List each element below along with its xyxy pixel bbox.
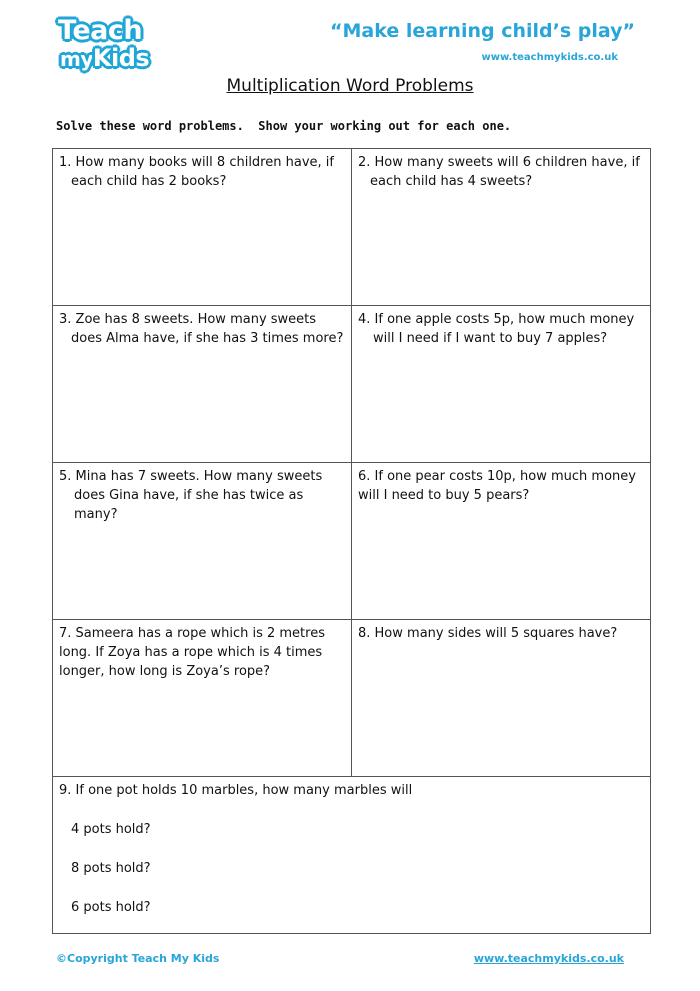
instructions: Solve these word problems. Show your working out for each one.: [56, 119, 512, 133]
problem-2-line-1: 2. How many sweets will 6 children have, if: [358, 155, 640, 170]
problem-3-line-1: 3. Zoe has 8 sweets. How many sweets: [59, 312, 317, 327]
header-website: www.teachmykids.co.uk: [481, 52, 618, 63]
problem-9-part-2: 8 pots hold?: [71, 861, 151, 876]
problem-5-line-1: 5. Mina has 7 sweets. How many sweets: [59, 469, 323, 484]
logo-my-text: my: [60, 47, 93, 71]
problem-2-line-2: each child has 4 sweets?: [370, 174, 533, 189]
problem-7-line-1: 7. Sameera has a rope which is 2 metres: [59, 626, 325, 641]
problem-1-line-1: 1. How many books will 8 children have, if: [59, 155, 334, 170]
problem-1-line-2: each child has 2 books?: [71, 174, 227, 189]
problem-3-line-2: does Alma have, if she has 3 times more?: [71, 331, 344, 346]
logo-kids-text: Kids: [92, 44, 150, 72]
problem-7-line-3: longer, how long is Zoya’s rope?: [59, 664, 271, 679]
logo-teach-text: Teach: [58, 15, 143, 46]
footer-website-link[interactable]: www.teachmykids.co.uk: [473, 952, 624, 965]
problem-cell-7[interactable]: [53, 620, 351, 776]
problem-cell-6[interactable]: [352, 463, 650, 619]
problem-4-line-2: will I need if I want to buy 7 apples?: [373, 331, 608, 346]
page-title: Multiplication Word Problems: [226, 76, 474, 96]
teach-my-kids-logo: [54, 16, 158, 80]
problem-cell-4[interactable]: [352, 306, 650, 462]
problem-cell-5[interactable]: [53, 463, 351, 619]
problem-8-line-1: 8. How many sides will 5 squares have?: [358, 626, 618, 641]
problem-6-line-1: 6. If one pear costs 10p, how much money: [358, 469, 636, 484]
problem-5-line-3: many?: [74, 507, 118, 522]
problem-9-question: 9. If one pot holds 10 marbles, how many marbles will: [59, 783, 413, 798]
problem-cell-8[interactable]: [352, 620, 650, 776]
problem-6-line-2: will I need to buy 5 pears?: [358, 488, 530, 503]
problem-5-line-2: does Gina have, if she has twice as: [74, 488, 304, 503]
logo-mykids-text: [60, 44, 149, 73]
problem-grid: [52, 148, 651, 934]
problem-9-part-1: 4 pots hold?: [71, 822, 151, 837]
footer-copyright: ©Copyright Teach My Kids: [56, 952, 220, 965]
problem-cell-3[interactable]: [53, 306, 351, 462]
problem-cell-9[interactable]: [53, 777, 650, 933]
problem-4-line-1: 4. If one apple costs 5p, how much money: [358, 312, 635, 327]
problem-cell-1[interactable]: [53, 149, 351, 305]
problem-7-line-2: long. If Zoya has a rope which is 4 times: [59, 645, 323, 660]
problem-cell-2[interactable]: [352, 149, 650, 305]
tagline: “Make learning child’s play”: [330, 20, 635, 42]
problem-9-part-3: 6 pots hold?: [71, 900, 151, 915]
